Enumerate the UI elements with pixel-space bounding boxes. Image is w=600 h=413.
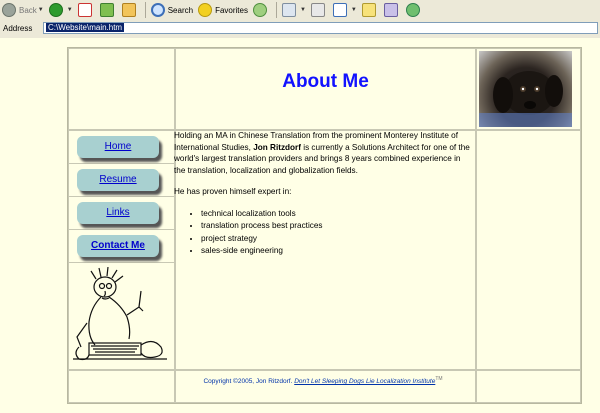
right-cell bbox=[476, 130, 581, 370]
edit-icon bbox=[333, 3, 347, 17]
chevron-down-icon[interactable]: ▼ bbox=[37, 7, 44, 13]
title-cell bbox=[175, 48, 476, 130]
about-text bbox=[174, 130, 472, 258]
address-input[interactable] bbox=[43, 22, 598, 34]
refresh-icon bbox=[100, 3, 114, 17]
institute-link[interactable]: Don't Let Sleeping Dogs Lie Localization Institute bbox=[294, 378, 436, 386]
list-item: • sales-side engineering bbox=[201, 245, 472, 258]
trademark-mark: TM bbox=[435, 376, 443, 382]
address-url: C:\Website\main.htm bbox=[48, 23, 123, 32]
forward-button[interactable] bbox=[47, 1, 75, 19]
nav-slot-links bbox=[69, 197, 174, 230]
back-arrow-icon bbox=[2, 3, 16, 17]
footer-cell bbox=[175, 370, 476, 403]
nav-slot-home bbox=[69, 131, 174, 164]
nav-links-button[interactable]: Links bbox=[77, 202, 159, 224]
history-icon bbox=[253, 3, 267, 17]
messenger-icon bbox=[406, 3, 420, 17]
intro-text-end: is currently a Solutions Architect for one of the world's largest translation providers and brings 8 years combined experience in the translation, localization and globalization fields. bbox=[174, 142, 470, 175]
list-item: • technical localization tools bbox=[201, 208, 472, 221]
chevron-down-icon[interactable]: ▼ bbox=[350, 7, 357, 13]
edit-button[interactable] bbox=[331, 1, 359, 19]
browser-toolbar bbox=[0, 0, 600, 20]
nav-slot-resume bbox=[69, 164, 174, 197]
page-title: About Me bbox=[282, 71, 369, 92]
footer bbox=[174, 376, 472, 385]
chevron-down-icon[interactable]: ▼ bbox=[299, 7, 306, 13]
star-icon bbox=[198, 3, 212, 17]
search-label: Search bbox=[167, 5, 194, 15]
address-bar bbox=[0, 20, 600, 37]
expertise-intro: He has proven himself expert in: bbox=[174, 187, 292, 196]
refresh-button[interactable] bbox=[98, 1, 119, 19]
dog-photo bbox=[479, 51, 572, 127]
dog-photo-graphic bbox=[479, 51, 572, 127]
browser-chrome bbox=[0, 0, 600, 39]
list-item: • translation process best practices bbox=[201, 220, 472, 233]
stop-button[interactable] bbox=[76, 1, 97, 19]
search-button[interactable] bbox=[149, 1, 195, 19]
messenger-button[interactable] bbox=[404, 1, 425, 19]
address-label: Address bbox=[3, 24, 33, 33]
author-name: Jon Ritzdorf bbox=[253, 142, 301, 152]
research-button[interactable] bbox=[382, 1, 403, 19]
nav-home-button[interactable]: Home bbox=[77, 136, 159, 158]
discuss-button[interactable] bbox=[360, 1, 381, 19]
photo-cell bbox=[476, 48, 581, 130]
search-icon bbox=[151, 3, 165, 17]
nav-resume-button[interactable]: Resume bbox=[77, 169, 159, 191]
copyright-text: Copyright ©2005, Jon Ritzdorf. bbox=[203, 378, 293, 386]
toolbar-separator bbox=[276, 2, 277, 18]
back-button[interactable] bbox=[0, 1, 46, 19]
nav-contact-button[interactable]: Contact Me bbox=[77, 235, 159, 257]
toolbar-separator bbox=[145, 2, 146, 18]
favorites-button[interactable] bbox=[196, 1, 250, 19]
chevron-down-icon[interactable]: ▼ bbox=[66, 7, 73, 13]
nav-cell bbox=[68, 130, 175, 370]
footer-right-cell bbox=[476, 370, 581, 403]
nav-slot-contact bbox=[69, 230, 174, 263]
home-button[interactable] bbox=[120, 1, 141, 19]
mail-button[interactable] bbox=[280, 1, 308, 19]
research-icon bbox=[384, 3, 398, 17]
favorites-label: Favorites bbox=[215, 5, 248, 15]
mail-icon bbox=[282, 3, 296, 17]
intro-text-start: Holding an MA in Chinese Translation from the prominent Monterey Institute of International Studies, bbox=[174, 131, 458, 152]
print-button[interactable] bbox=[309, 1, 330, 19]
list-item: • project strategy bbox=[201, 233, 472, 246]
cartoon-illustration bbox=[69, 267, 174, 367]
print-icon bbox=[311, 3, 325, 17]
intro-paragraph bbox=[174, 130, 472, 176]
forward-arrow-icon bbox=[49, 3, 63, 17]
stop-icon bbox=[78, 3, 92, 17]
history-button[interactable] bbox=[251, 1, 272, 19]
home-icon bbox=[122, 3, 136, 17]
back-label: Back bbox=[19, 5, 37, 15]
web-page bbox=[0, 38, 600, 413]
footer-left-cell bbox=[68, 370, 175, 403]
discuss-icon bbox=[362, 3, 376, 17]
top-left-cell bbox=[68, 48, 175, 130]
expertise-list bbox=[174, 208, 472, 258]
